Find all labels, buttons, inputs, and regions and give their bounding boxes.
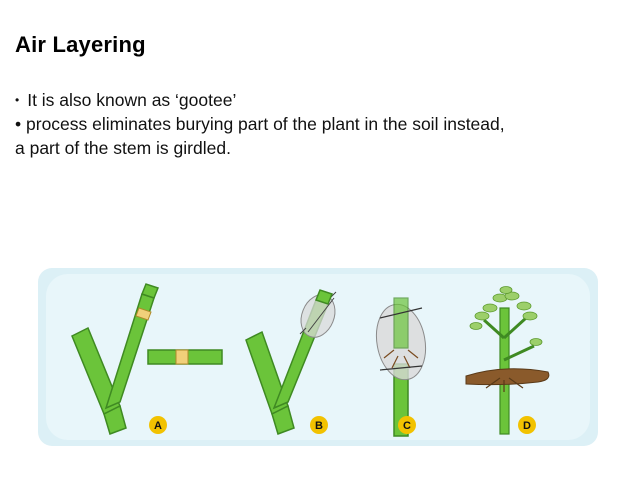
panel-label-d [518,416,536,434]
bullet-marker: • [15,93,20,107]
bullet-text: a part of the stem is girdled. [15,138,231,158]
panel-label-c [398,416,416,434]
svg-text:C: C [403,420,411,432]
bullet-item [15,112,625,136]
bullet-text: It is also known as ‘gootee’ [27,90,237,110]
svg-text:B: B [315,420,323,432]
slide-title: Air Layering [15,32,146,57]
svg-text:D: D [523,420,531,432]
bullet-text: process eliminates burying part of the plant in the soil instead, [26,114,505,134]
bullet-continuation [15,136,625,160]
illustration-svg [38,268,598,446]
panel-label-b [310,416,328,434]
air-layering-illustration [38,268,598,446]
bullet-item [15,88,625,112]
bullet-list [15,88,625,160]
svg-text:A: A [154,420,162,432]
panel-label-a [149,416,167,434]
bullet-marker: • [15,114,22,134]
